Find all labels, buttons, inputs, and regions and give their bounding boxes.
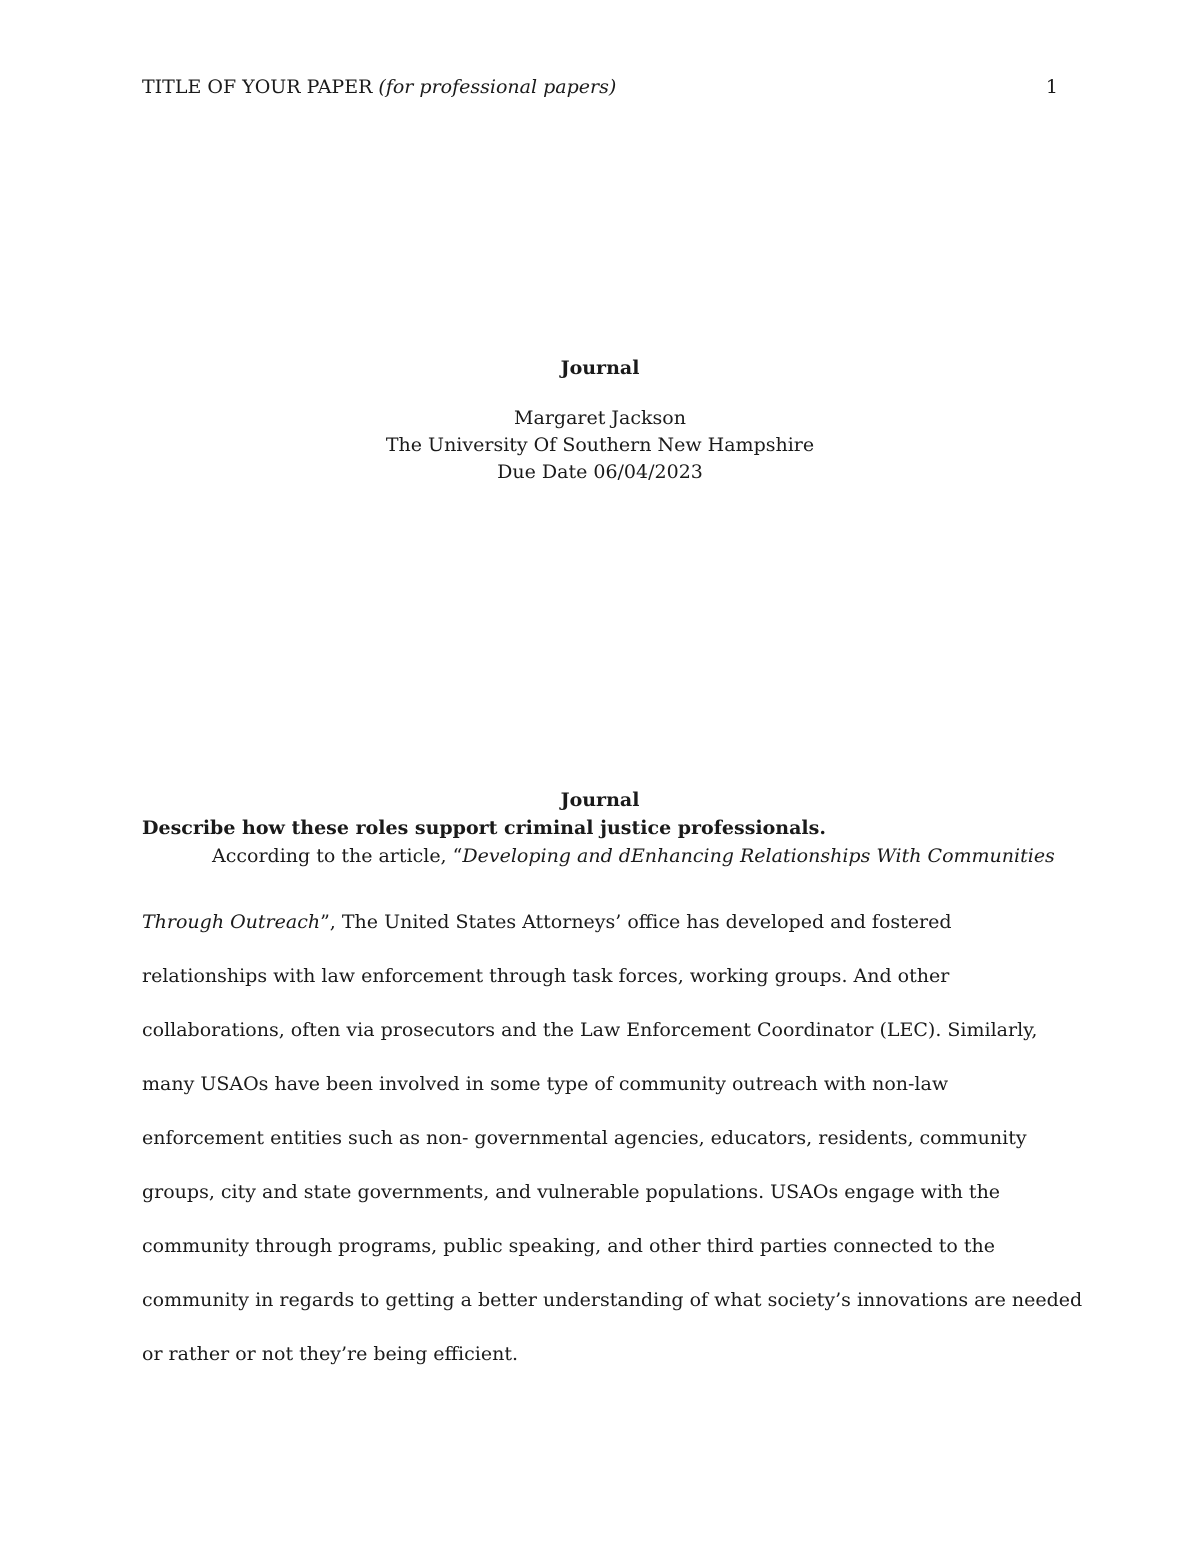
paragraph-text: community through programs, public speaking, and other third parties connected to the	[142, 1235, 995, 1257]
page-number: 1	[1045, 76, 1058, 98]
paragraph-line	[142, 841, 1058, 871]
paragraph-line	[142, 1003, 1058, 1057]
paragraph-text: groups, city and state governments, and vulnerable populations. USAOs engage with the	[142, 1181, 1001, 1203]
title-page-block	[142, 353, 1058, 486]
article-title: Through Outreach	[142, 911, 321, 933]
paragraph-text: relationships with law enforcement through task forces, working groups. And other	[142, 965, 950, 987]
paragraph-line	[142, 1057, 1058, 1111]
section-title: Journal	[560, 789, 640, 811]
running-head-title	[142, 72, 616, 102]
paragraph-text: According to the article, “	[212, 845, 463, 867]
article-title: Developing and dEnhancing Relationships With Communities	[462, 845, 1055, 867]
paragraph-line	[142, 1327, 1058, 1381]
paragraph-line	[142, 1219, 1058, 1273]
running-head	[142, 72, 1058, 102]
running-head-note: (for professional papers)	[378, 76, 617, 98]
paragraph-text: ”, The United States Attorneys’ office has developed and fostered	[320, 911, 952, 933]
due-date: Due Date 06/04/2023	[497, 461, 703, 483]
author-name: Margaret Jackson	[514, 407, 686, 429]
body-section	[142, 785, 1083, 1381]
title-gap	[142, 383, 1058, 405]
paragraph-text: community in regards to getting a better understanding of what society’s innovations are needed	[142, 1289, 1083, 1311]
paragraph-text: many USAOs have been involved in some type of community outreach with non-law	[142, 1073, 949, 1095]
paragraph-line	[142, 1273, 1083, 1327]
paragraph-text: collaborations, often via prosecutors and the Law Enforcement Coordinator (LEC). Similarly,	[142, 1019, 1038, 1041]
paragraph-text: enforcement entities such as non- governmental agencies, educators, residents, community	[142, 1127, 1027, 1149]
running-head-title-text: TITLE OF YOUR PAPER	[142, 76, 379, 98]
paragraph-text: or rather or not they’re being efficient.	[142, 1343, 518, 1365]
paragraph-line	[142, 949, 1058, 1003]
paragraph-line	[142, 1111, 1058, 1165]
paragraph-line	[142, 1165, 1058, 1219]
paper-title: Journal	[560, 357, 640, 379]
institution-name: The University Of Southern New Hampshire	[385, 434, 815, 456]
question-heading: Describe how these roles support criminal justice professionals.	[142, 817, 826, 839]
paragraph-line	[142, 895, 1058, 949]
body-paragraph	[142, 841, 1083, 1381]
